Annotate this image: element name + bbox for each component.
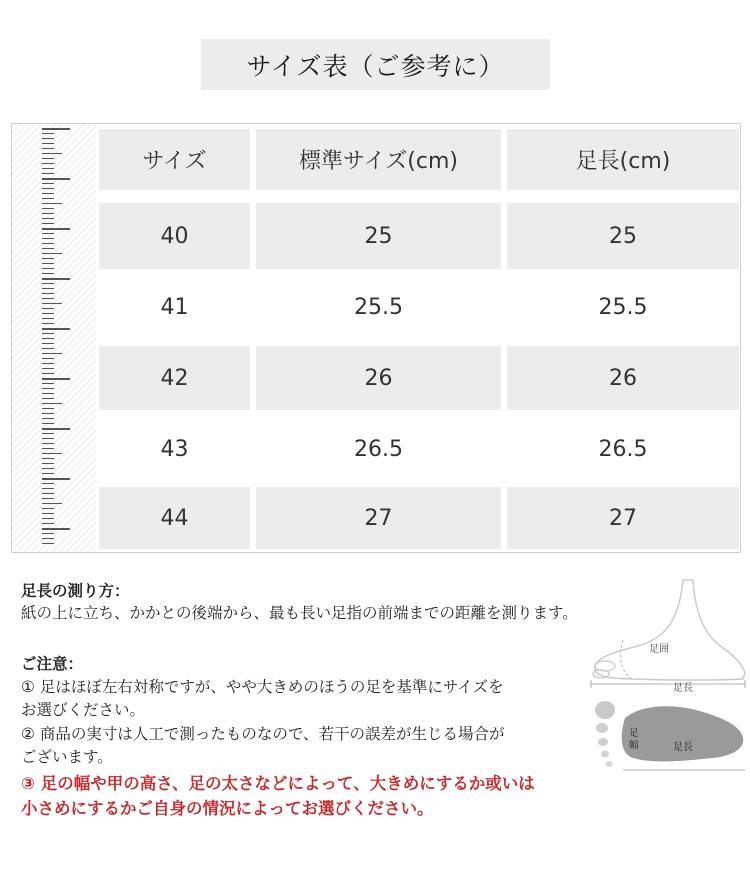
cell-size: 44 xyxy=(99,487,250,549)
ruler-tick xyxy=(42,483,54,484)
header-standard-size: 標準サイズ(cm) xyxy=(256,129,501,190)
ruler-tick xyxy=(42,453,62,454)
ruler-tick xyxy=(42,408,54,409)
cell-foot-length: 26 xyxy=(507,346,739,410)
ruler-tick xyxy=(42,433,54,434)
ruler-tick xyxy=(42,198,54,199)
ruler-tick xyxy=(42,518,54,519)
header-size: サイズ xyxy=(99,129,250,190)
ruler-tick xyxy=(42,543,54,544)
cell-standard-size: 26 xyxy=(256,346,501,410)
ruler-tick xyxy=(42,508,54,509)
header-foot-length: 足長(cm) xyxy=(507,129,739,190)
notes-heading: ご注意： xyxy=(21,655,84,673)
ruler-tick xyxy=(42,343,54,344)
cell-size: 41 xyxy=(160,294,189,320)
ruler-tick xyxy=(42,493,54,494)
ruler-tick xyxy=(42,248,54,249)
cell-size: 43 xyxy=(160,436,189,462)
cell-standard-size: 25.5 xyxy=(354,294,403,320)
note-1-line-2: お選びください。 xyxy=(21,701,146,719)
ruler-tick xyxy=(42,178,70,180)
note-3-line-1: ③ 足の幅や甲の高さ、足の太さなどによって、大きめにするか或いは xyxy=(21,774,535,793)
width-label: 足幅 xyxy=(629,728,639,751)
ruler-tick xyxy=(42,238,54,239)
ruler-tick xyxy=(42,463,54,464)
ruler-tick xyxy=(42,353,62,354)
ruler-tick xyxy=(42,173,54,174)
ruler-tick xyxy=(42,223,54,224)
foot-side-view-icon xyxy=(591,580,745,688)
cell-foot-length: 26.5 xyxy=(598,436,648,462)
ruler-tick xyxy=(42,148,54,149)
ruler-tick xyxy=(42,188,54,189)
measure-heading: 足長の測り方： xyxy=(21,582,130,600)
cell-standard-size: 27 xyxy=(256,487,501,549)
ruler-tick xyxy=(42,348,54,349)
length-label: 足長 xyxy=(673,683,693,694)
ruler-tick xyxy=(42,403,62,404)
ruler-tick xyxy=(42,253,62,254)
footprint-icon xyxy=(595,701,745,770)
ruler-tick xyxy=(42,383,54,384)
ruler-tick xyxy=(42,393,54,394)
ruler-tick xyxy=(42,363,54,364)
ruler-tick xyxy=(42,298,54,299)
ruler-tick xyxy=(42,208,54,209)
ruler-tick xyxy=(42,293,54,294)
cell-size: 42 xyxy=(99,346,250,410)
ruler-tick xyxy=(42,333,54,334)
cell-standard-size: 26.5 xyxy=(354,436,403,462)
ruler-tick xyxy=(42,513,54,514)
ruler-tick xyxy=(42,398,54,399)
ruler-tick xyxy=(42,308,54,309)
ruler-tick xyxy=(42,213,54,214)
ruler-tick xyxy=(42,378,70,380)
ruler-tick xyxy=(42,303,62,304)
ruler-tick xyxy=(42,283,54,284)
measure-text: 紙の上に立ち、かかとの後端から、最も長い足指の前端までの距離を測ります。 xyxy=(21,604,578,622)
cell-standard-size: 25 xyxy=(256,203,501,269)
ruler-tick xyxy=(42,503,62,504)
ruler-tick xyxy=(42,413,54,414)
note-2-line-1: ② 商品の実寸は人工で測ったものなので、若干の誤差が生じる場合が xyxy=(21,725,505,743)
ruler-tick xyxy=(42,268,54,269)
ruler-tick xyxy=(42,498,54,499)
ruler-tick xyxy=(42,313,54,314)
ruler-tick xyxy=(42,478,70,480)
ruler-tick xyxy=(42,523,54,524)
ruler-tick xyxy=(42,263,54,264)
ruler-tick xyxy=(42,538,54,539)
ruler-tick xyxy=(42,533,54,534)
ruler-tick xyxy=(42,243,54,244)
ruler-tick xyxy=(42,183,54,184)
ruler-tick xyxy=(42,273,54,274)
ruler-tick xyxy=(42,468,54,469)
ruler-tick xyxy=(42,448,54,449)
ruler-tick xyxy=(42,218,54,219)
ruler-tick xyxy=(42,338,54,339)
ruler-tick xyxy=(42,473,54,474)
ruler-tick xyxy=(42,158,54,159)
ruler-tick xyxy=(42,488,54,489)
ruler-tick xyxy=(42,153,62,154)
girth-label: 足囲 xyxy=(649,644,669,655)
ruler-graphic xyxy=(12,124,96,552)
ruler-tick xyxy=(42,233,54,234)
ruler-tick xyxy=(42,203,62,204)
ruler-tick xyxy=(42,318,54,319)
ruler-tick xyxy=(42,163,54,164)
ruler-tick xyxy=(42,278,70,280)
cell-foot-length: 25.5 xyxy=(598,294,648,320)
ruler-tick xyxy=(42,438,54,439)
cell-size: 40 xyxy=(99,203,250,269)
ruler-tick xyxy=(42,358,54,359)
ruler-tick xyxy=(42,388,54,389)
foot-measure-illustration xyxy=(583,578,750,808)
ruler-tick xyxy=(42,368,54,369)
ruler-tick xyxy=(42,193,54,194)
ruler-tick xyxy=(42,133,54,134)
ruler-tick xyxy=(42,128,70,130)
ruler-tick xyxy=(42,138,54,139)
ruler-tick xyxy=(42,373,54,374)
cell-foot-length: 27 xyxy=(507,487,739,549)
ruler-tick xyxy=(42,228,70,230)
ruler-tick xyxy=(42,258,54,259)
ruler-tick xyxy=(42,528,70,530)
note-3-line-2: 小さめにするかご自身の情況によってお選びください。 xyxy=(21,799,434,818)
ruler-tick xyxy=(42,458,54,459)
cell-foot-length: 25 xyxy=(507,203,739,269)
ruler-tick xyxy=(42,428,70,430)
ruler-tick xyxy=(42,288,54,289)
ruler-tick xyxy=(42,443,54,444)
note-1-line-1: ① 足はほぼ左右対称ですが、やや大きめのほうの足を基準にサイズを xyxy=(21,678,504,696)
ruler-tick xyxy=(42,328,70,330)
page-title: サイズ表（ご参考に） xyxy=(201,39,550,90)
note-2-line-2: ございます。 xyxy=(21,748,113,766)
ruler-tick xyxy=(42,168,54,169)
length-label-bottom: 足長 xyxy=(673,742,693,753)
size-table xyxy=(11,123,741,553)
ruler-tick xyxy=(42,423,54,424)
ruler-tick xyxy=(42,143,54,144)
ruler-tick xyxy=(42,418,54,419)
ruler-tick xyxy=(42,323,54,324)
